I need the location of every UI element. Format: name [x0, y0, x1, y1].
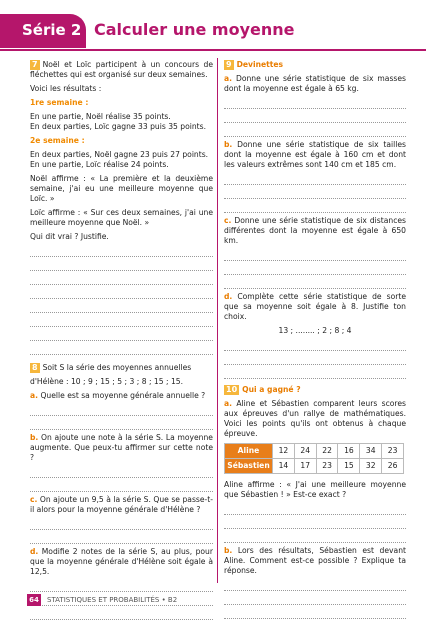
ex9-c-answer[interactable] — [224, 250, 406, 289]
ex9-c: c. Donne une série statistique de six distances différentes dont la moyenne est égale à 650 km. — [224, 216, 406, 245]
ex7-week2-head: 2e semaine : — [30, 136, 85, 145]
ex8-series: d'Hélène : 10 ; 9 ; 15 ; 5 ; 3 ; 8 ; 15 ; 15. — [30, 377, 184, 386]
ex7-results: Voici les résultats : — [30, 84, 102, 93]
left-column — [30, 60, 213, 623]
title-rule — [0, 49, 426, 51]
ex8-d: d. Modifie 2 notes de la série S, au plus, pour que la moyenne générale d'Hélène soit égale à 12,5. — [30, 547, 213, 576]
ex10-a-answer[interactable] — [224, 504, 406, 543]
ex9-badge: 9 — [226, 60, 232, 69]
ex7-week2: En deux parties, Noël gagne 23 puis 27 points. En une partie, Loïc réalise 24 points. — [30, 150, 209, 169]
ex10-head: 10 Qui a gagné ? — [226, 385, 301, 394]
ex9-a: a. Donne une série statistique de six masses dont la moyenne est égale à 65 kg. — [224, 74, 406, 93]
ex8-c-answer[interactable] — [30, 519, 213, 544]
column-divider — [217, 58, 218, 583]
ex10-aline-claim: Aline affirme : « J'ai une meilleure moyenne que Sébastien ! » Est-ce exact ? — [224, 480, 406, 499]
ex10-badge: 10 — [226, 385, 238, 394]
right-column — [224, 60, 406, 622]
ex9-d-answer[interactable] — [224, 340, 406, 379]
ex9-b-answer[interactable] — [224, 174, 406, 213]
ex7-noel: Noël affirme : « La première et la deuxième semaine, j'ai eu une meilleure moyenne que Loïc. » — [30, 174, 213, 203]
ex9-head: 9 Devinettes — [226, 60, 284, 69]
ex10-b: b. Lors des résultats, Sébastien est devant Aline. Comment est-ce possible ? Explique ta réponse. — [224, 546, 406, 575]
series-label: Série 2 — [22, 21, 82, 39]
page-header — [0, 0, 435, 52]
page-number: 64 — [27, 594, 41, 606]
ex7-week1-head: 1re semaine : — [30, 98, 89, 107]
ex7-week1: En une partie, Noël réalise 35 points. En deux parties, Loïc gagne 33 puis 35 points. — [30, 112, 207, 131]
ex9-d-series: 13 ; ........ ; 2 ; 8 ; 4 — [278, 326, 352, 335]
table-row: Sébastien 14 17 23 15 32 26 — [225, 459, 404, 474]
ex7-badge: 7 — [32, 60, 38, 69]
scores-table — [224, 443, 404, 474]
ex8-b: b. On ajoute une note à la série S. La moyenne augmente. Que peux-tu affirmer sur cette note ? — [30, 433, 213, 462]
ex8-badge: 8 — [32, 363, 38, 372]
footer-text: STATISTIQUES ET PROBABILITÉS • B2 — [47, 596, 178, 604]
ex8-a: a. Quelle est sa moyenne générale annuelle ? — [30, 391, 206, 400]
table-row: Aline 12 24 22 16 34 23 — [225, 444, 404, 459]
ex9-a-answer[interactable] — [224, 98, 406, 137]
ex8-intro: 8 Soit S la série des moyennes annuelles — [32, 363, 192, 372]
ex8-b-answer[interactable] — [30, 467, 213, 492]
ex10-b-answer[interactable] — [224, 580, 406, 619]
ex8-c: c. On ajoute un 9,5 à la série S. Que se passe-t-il alors pour la moyenne générale d'Hélène ? — [30, 495, 213, 514]
ex9-b: b. Donne une série statistique de six tailles dont la moyenne est égale à 160 cm et dont les valeurs extrêmes sont 140 cm et 185 cm. — [224, 140, 406, 169]
ex8-a-answer[interactable] — [30, 405, 213, 430]
ex7-intro: 7 Noël et Loïc participent à un concours de fléchettes qui est organisé sur deux semaines. — [30, 60, 213, 79]
ex9-d: d. Complète cette série statistique de sorte que sa moyenne soit égale à 8. Justifie ton choix. — [224, 292, 406, 321]
ex7-answer-area[interactable] — [30, 246, 213, 355]
page-title: Calculer une moyenne — [94, 20, 295, 39]
ex10-a: a. Aline et Sébastien comparent leurs scores aux épreuves d'un rallye de mathématiques. Voici les points qu'ils ont obtenus à chaque épreuve. — [224, 399, 406, 438]
ex7-loic: Loïc affirme : « Sur ces deux semaines, j'ai une meilleure moyenne que Noël. » — [30, 208, 213, 227]
series-tab — [0, 14, 86, 48]
ex7-question: Qui dit vrai ? Justifie. — [30, 232, 109, 241]
